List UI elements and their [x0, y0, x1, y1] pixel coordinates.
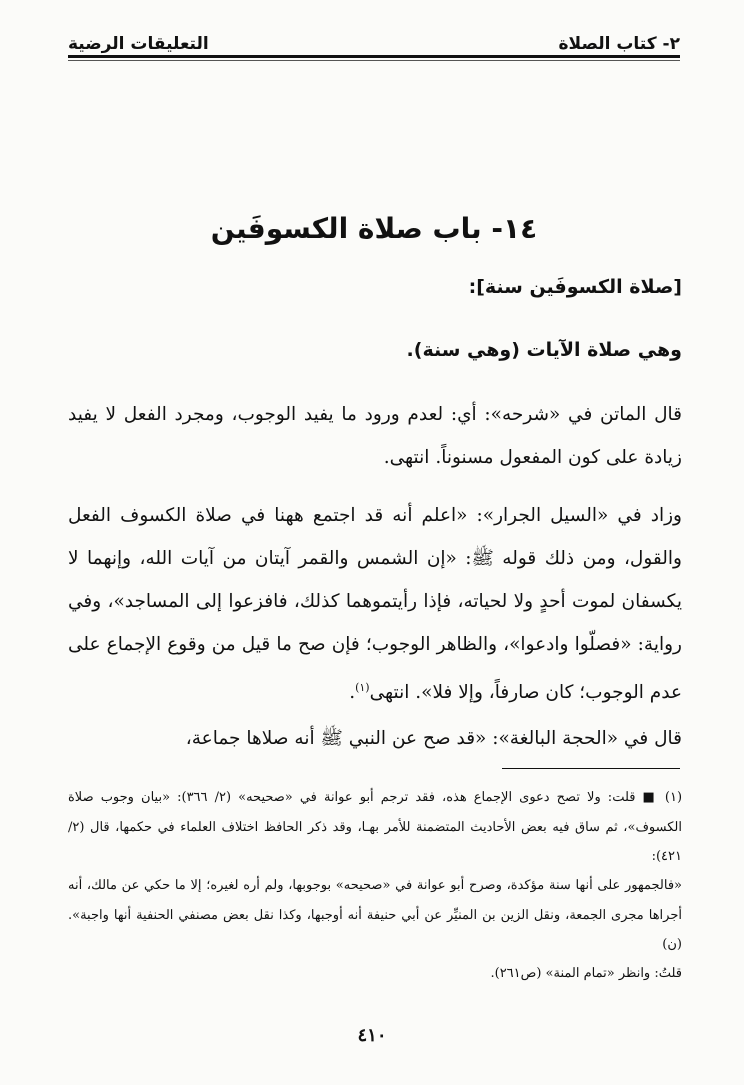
header-book-title: التعليقات الرضية [68, 34, 209, 54]
footnote-separator [502, 768, 680, 769]
footnote-note: قلتُ: وانظر «تمام المنة» (ص٢٦١). [490, 966, 682, 981]
chapter-title: ١٤- باب صلاة الكسوفَين [210, 212, 538, 245]
footnote-ref: (١) [355, 681, 370, 694]
paragraph-sharh: قال الماتن في «شرحه»: أي: لعدم ورود ما يفيد الوجوب، ومجرد الفعل لا يفيد زيادة على كون المفعول مسنوناً. انتهى. [68, 404, 682, 468]
footnote-1: (١) ■ قلت: ولا تصح دعوى الإجماع هذه، فقد ترجم أبو عوانة في «صحيحه» (٢/ ٣٦٦): «بيان وجوب صلاة الكسوف»، ثم ساق فيه بعض الأحاديث المتضمنة للأمر بهـا، وقد ذكر الحافظ اختلاف العلماء في حكمها، قال (٢/ ٤٢١): [68, 790, 683, 864]
page-number: ٤١٠ [357, 1025, 387, 1046]
running-header [68, 26, 680, 54]
header-chapter: ٢- كتاب الصلاة [558, 34, 680, 54]
paragraph-sayl-jarrar: وزاد في «السيل الجرار»: «اعلم أنه قد اجتمع ههنا في صلاة الكسوف الفعل والقول، ومن ذلك قوله ﷺ: «إن الشمس والقمر آيتان من آيات الله، وإنهما لا يكسفان لموت أحدٍ ولا لحياته، فإذا رأيتموهما كذلك، فافزعوا إلى المساجد»، وفي رواية: «فصلّوا وادعوا»، والظاهر الوجوب؛ فإن صح ما قيل من وقوع الإجماع على عدم الوجوب؛ كان صارفاً، وإلا فلا». انتهى$^{(١)}$. [68, 505, 682, 704]
header-rule-thin [68, 60, 680, 61]
paragraph-sayl-jarrar-text: وزاد في «السيل الجرار»: «اعلم أنه قد اجتمع ههنا في صلاة الكسوف الفعل والقول، ومن ذلك قوله ﷺ: «إن الشمس والقمر آيتان من آيات الله، وإنهما لا يكسفان لموت أحدٍ ولا لحياته، فإذا رأيتموهما كذلك، فافزعوا إلى المساجد»، وفي رواية: «فصلّوا وادعوا»، والظاهر الوجوب؛ فإن صح ما قيل من وقوع الإجماع على عدم الوجوب؛ كان صارفاً، وإلا فلا». انتهى [68, 505, 682, 704]
header-rule [68, 55, 680, 58]
footnote-quote: «فالجمهور على أنها سنة مؤكدة، وصرح أبو عوانة في «صحيحه» بوجوبها، ولم أره لغيره؛ إلا ما حكي عن مالك، أنه أجراها مجرى الجمعة، ونقل الزين بن المنيِّر عن أبي حنيفة أنه أوجبها، وكذا نقل بعض مصنفي الحنفية أنها واجبة». (ن) [68, 878, 682, 952]
paragraph-hujja: قال في «الحجة البالغة»: «قد صح عن النبي ﷺ أنه صلاها جماعة، [185, 728, 682, 749]
matn-line: وهي صلاة الآيات (وهي سنة). [406, 339, 682, 361]
section-heading: [صلاة الكسوفَين سنة]: [468, 276, 682, 298]
